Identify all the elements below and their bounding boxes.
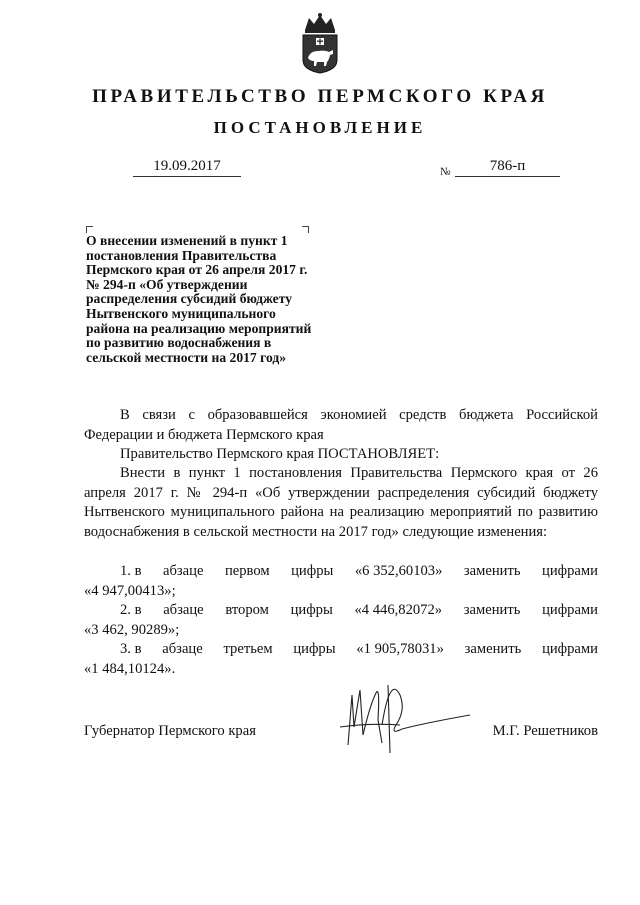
item-word: заменить (464, 641, 522, 657)
item-word: цифрами (542, 602, 598, 618)
amendment-item (84, 601, 598, 640)
signer-position: Губернатор Пермского края (84, 723, 256, 739)
paragraph-reason: В связи с образовавшейся экономией средств бюджета Российской Федерации и бюджета Пермского края (84, 407, 598, 443)
item-word: абзаце (163, 602, 204, 618)
paragraph-resolves: Правительство Пермского края ПОСТАНОВЛЯЕТ: (120, 446, 440, 462)
item-new-value: «3 462, 90289»; (84, 621, 180, 638)
number-sign: № (440, 166, 451, 178)
item-word: цифры (293, 641, 336, 657)
handwritten-signature-icon (330, 665, 480, 760)
item-word: заменить (463, 563, 521, 579)
item-word: 2. в (120, 602, 142, 618)
amendment-item (84, 562, 598, 601)
item-word: 1. в (120, 563, 142, 579)
document-subject: О внесении изменений в пункт 1 постановления Правительства Пермского края от 26 апреля 2017 г. № 294-п «Об утверждении распределения субсидий бюджету Нытвенского муниципального района на реализацию мероприятий по развитию водоснабжения в сельской местности на 2017 год» (86, 233, 312, 365)
item-word: цифрами (542, 641, 598, 657)
item-new-value: «1 484,10124». (84, 660, 176, 677)
document-number: 786-п (455, 158, 560, 177)
government-title: ПРАВИТЕЛЬСТВО ПЕРМСКОГО КРАЯ (92, 86, 548, 107)
subject-corner-mark-left (86, 226, 93, 233)
item-old-value: «1 905,78031» (356, 641, 444, 657)
item-word: втором (225, 602, 269, 618)
signer-name: М.Г. Решетников (492, 723, 598, 739)
document-type-title: ПОСТАНОВЛЕНИЕ (213, 118, 427, 137)
item-old-value: «4 446,82072» (354, 602, 443, 618)
item-word: заменить (463, 602, 521, 618)
item-new-value: «4 947,00413»; (84, 582, 176, 599)
item-word: абзаце (162, 641, 203, 657)
item-word: 3. в (120, 641, 142, 657)
item-word: цифры (290, 602, 333, 618)
subject-corner-mark-right (302, 226, 309, 233)
item-word: цифры (291, 563, 334, 579)
item-old-value: «6 352,60103» (354, 563, 443, 579)
item-word: цифрами (542, 563, 598, 579)
document-date: 19.09.2017 (133, 158, 241, 177)
item-word: первом (224, 563, 270, 579)
perm-krai-coat-of-arms-icon (299, 12, 341, 79)
paragraph-amendment: Внести в пункт 1 постановления Правительства Пермского края от 26 апреля 2017 г. № 294-п «Об утверждении распределения субсидий бюджету Нытвенского муниципального района на реализацию мероприятий по развитию водоснабжения в сельской местности на 2017 год» следующие изменения: (84, 465, 598, 540)
item-word: третьем (223, 641, 273, 657)
item-word: абзаце (163, 563, 204, 579)
